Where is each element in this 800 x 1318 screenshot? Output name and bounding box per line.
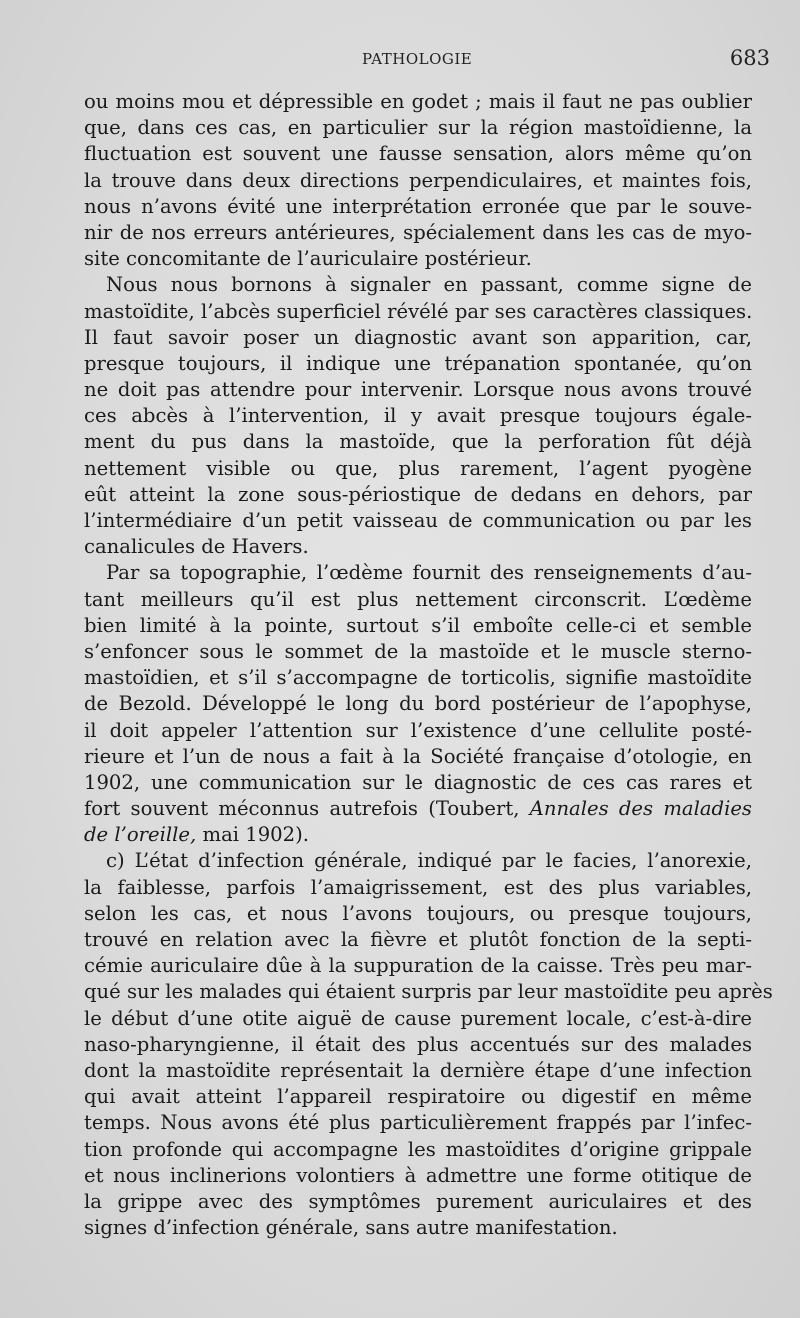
body-text — [84, 89, 773, 1241]
text-line: bien limité à la pointe, surtout s’il emboîte celle-ci et semble — [84, 613, 752, 637]
text-line: trouvé en relation avec la fièvre et plutôt fonction de la septi- — [84, 928, 752, 951]
text-line: tant meilleurs qu’il est plus nettement circonscrit. L’œdème — [84, 587, 752, 611]
text-line: presque toujours, il indique une trépanation spontanée, qu’on — [84, 351, 752, 375]
text-line: il doit appeler l’attention sur l’existence d’une cellulite posté- — [84, 718, 752, 742]
text-line: tion profonde qui accompagne les mastoïdites d’origine grippale — [84, 1137, 752, 1161]
text-line: s’enfoncer sous le sommet de la mastoïde et le muscle sterno- — [84, 639, 752, 663]
citation-journal-title: Annales des maladies — [529, 797, 752, 821]
text-line: nous n’avons évité une interprétation erronée que par le souve- — [84, 194, 752, 218]
text-line-citation — [84, 796, 752, 822]
text-line: qui avait atteint l’appareil respiratoire ou digestif en même — [84, 1085, 752, 1109]
text-line: la trouve dans deux directions perpendiculaires, et maintes fois, — [84, 168, 752, 192]
running-head: PATHOLOGIE — [362, 50, 473, 68]
text-line: ces abcès à l’intervention, il y avait presque toujours égale- — [84, 404, 752, 428]
page-number: 683 — [729, 46, 770, 70]
text-line: ment du pus dans la mastoïde, que la perforation fût déjà — [84, 430, 752, 454]
text-line-citation-end — [84, 822, 752, 848]
text-line: la faiblesse, parfois l’amaigrissement, est des plus variables, — [84, 875, 752, 899]
text-line: Nous nous bornons à signaler en passant, comme signe de — [106, 273, 752, 297]
text-line: mastoïdien, et s’il s’accompagne de torticolis, signifie mastoïdite — [84, 666, 752, 690]
text-line: le début d’une otite aiguë de cause purement locale, c’est-à-dire — [84, 1006, 752, 1030]
text-line: et nous inclinerions volontiers à admettre une forme otitique de — [84, 1163, 752, 1187]
text-line: fluctuation est souvent une fausse sensation, alors même qu’on — [84, 142, 752, 166]
page-header — [0, 46, 800, 74]
text-line: selon les cas, et nous l’avons toujours, ou presque toujours, — [84, 901, 752, 925]
text-line: cémie auriculaire dûe à la suppuration de la caisse. Très peu mar- — [84, 954, 752, 978]
text-line: 1902, une communication sur le diagnostic de ces cas rares et — [84, 770, 752, 794]
text-line: c) L’état d’infection générale, indiqué par le facies, l’anorexie, — [106, 849, 752, 873]
text-line: mastoïdite, l’abcès superficiel révélé par ses caractères classiques. — [84, 299, 753, 323]
text-line: nettement visible ou que, plus rarement, l’agent pyogène — [84, 456, 752, 480]
text-line: canalicules de Havers. — [84, 535, 309, 559]
text-line: de Bezold. Développé le long du bord postérieur de l’apophyse, — [84, 692, 752, 716]
text-line: rieure et l’un de nous a fait à la Société française d’otologie, en — [84, 744, 752, 768]
text-line: ne doit pas attendre pour intervenir. Lorsque nous avons trouvé — [84, 378, 752, 402]
text-line: ou moins mou et dépressible en godet ; mais il faut ne pas oublier — [84, 90, 752, 113]
text-line: eût atteint la zone sous-périostique de dedans en dehors, par — [84, 482, 752, 506]
text-line: naso-pharyngienne, il était des plus accentués sur des malades — [84, 1032, 752, 1056]
text-line: Par sa topographie, l’œdème fournit des renseignements d’au- — [106, 561, 752, 585]
text-line: signes d’infection générale, sans autre manifestation. — [84, 1216, 618, 1240]
text-line: la grippe avec des symptômes purement auriculaires et des — [84, 1189, 752, 1213]
text-line: nir de nos erreurs antérieures, spécialement dans les cas de myo- — [84, 220, 752, 244]
text-line: temps. Nous avons été plus particulièrement frappés par l’infec- — [84, 1111, 752, 1135]
text-line: l’intermédiaire d’un petit vaisseau de communication ou par les — [84, 509, 752, 532]
text-line: dont la mastoïdite représentait la dernière étape d’une infection — [84, 1058, 752, 1082]
citation-text: fort souvent méconnus autrefois (Toubert, — [84, 797, 520, 821]
text-line: qué sur les malades qui étaient surpris par leur mastoïdite peu après — [84, 980, 773, 1004]
text-line: site concomitante de l’auriculaire postérieur. — [84, 247, 532, 271]
text-line: que, dans ces cas, en particulier sur la région mastoïdienne, la — [84, 116, 752, 140]
citation-date: mai 1902). — [202, 823, 309, 847]
text-line: Il faut savoir poser un diagnostic avant son apparition, car, — [84, 325, 752, 349]
citation-journal-title-end: de l’oreille, — [84, 823, 197, 847]
